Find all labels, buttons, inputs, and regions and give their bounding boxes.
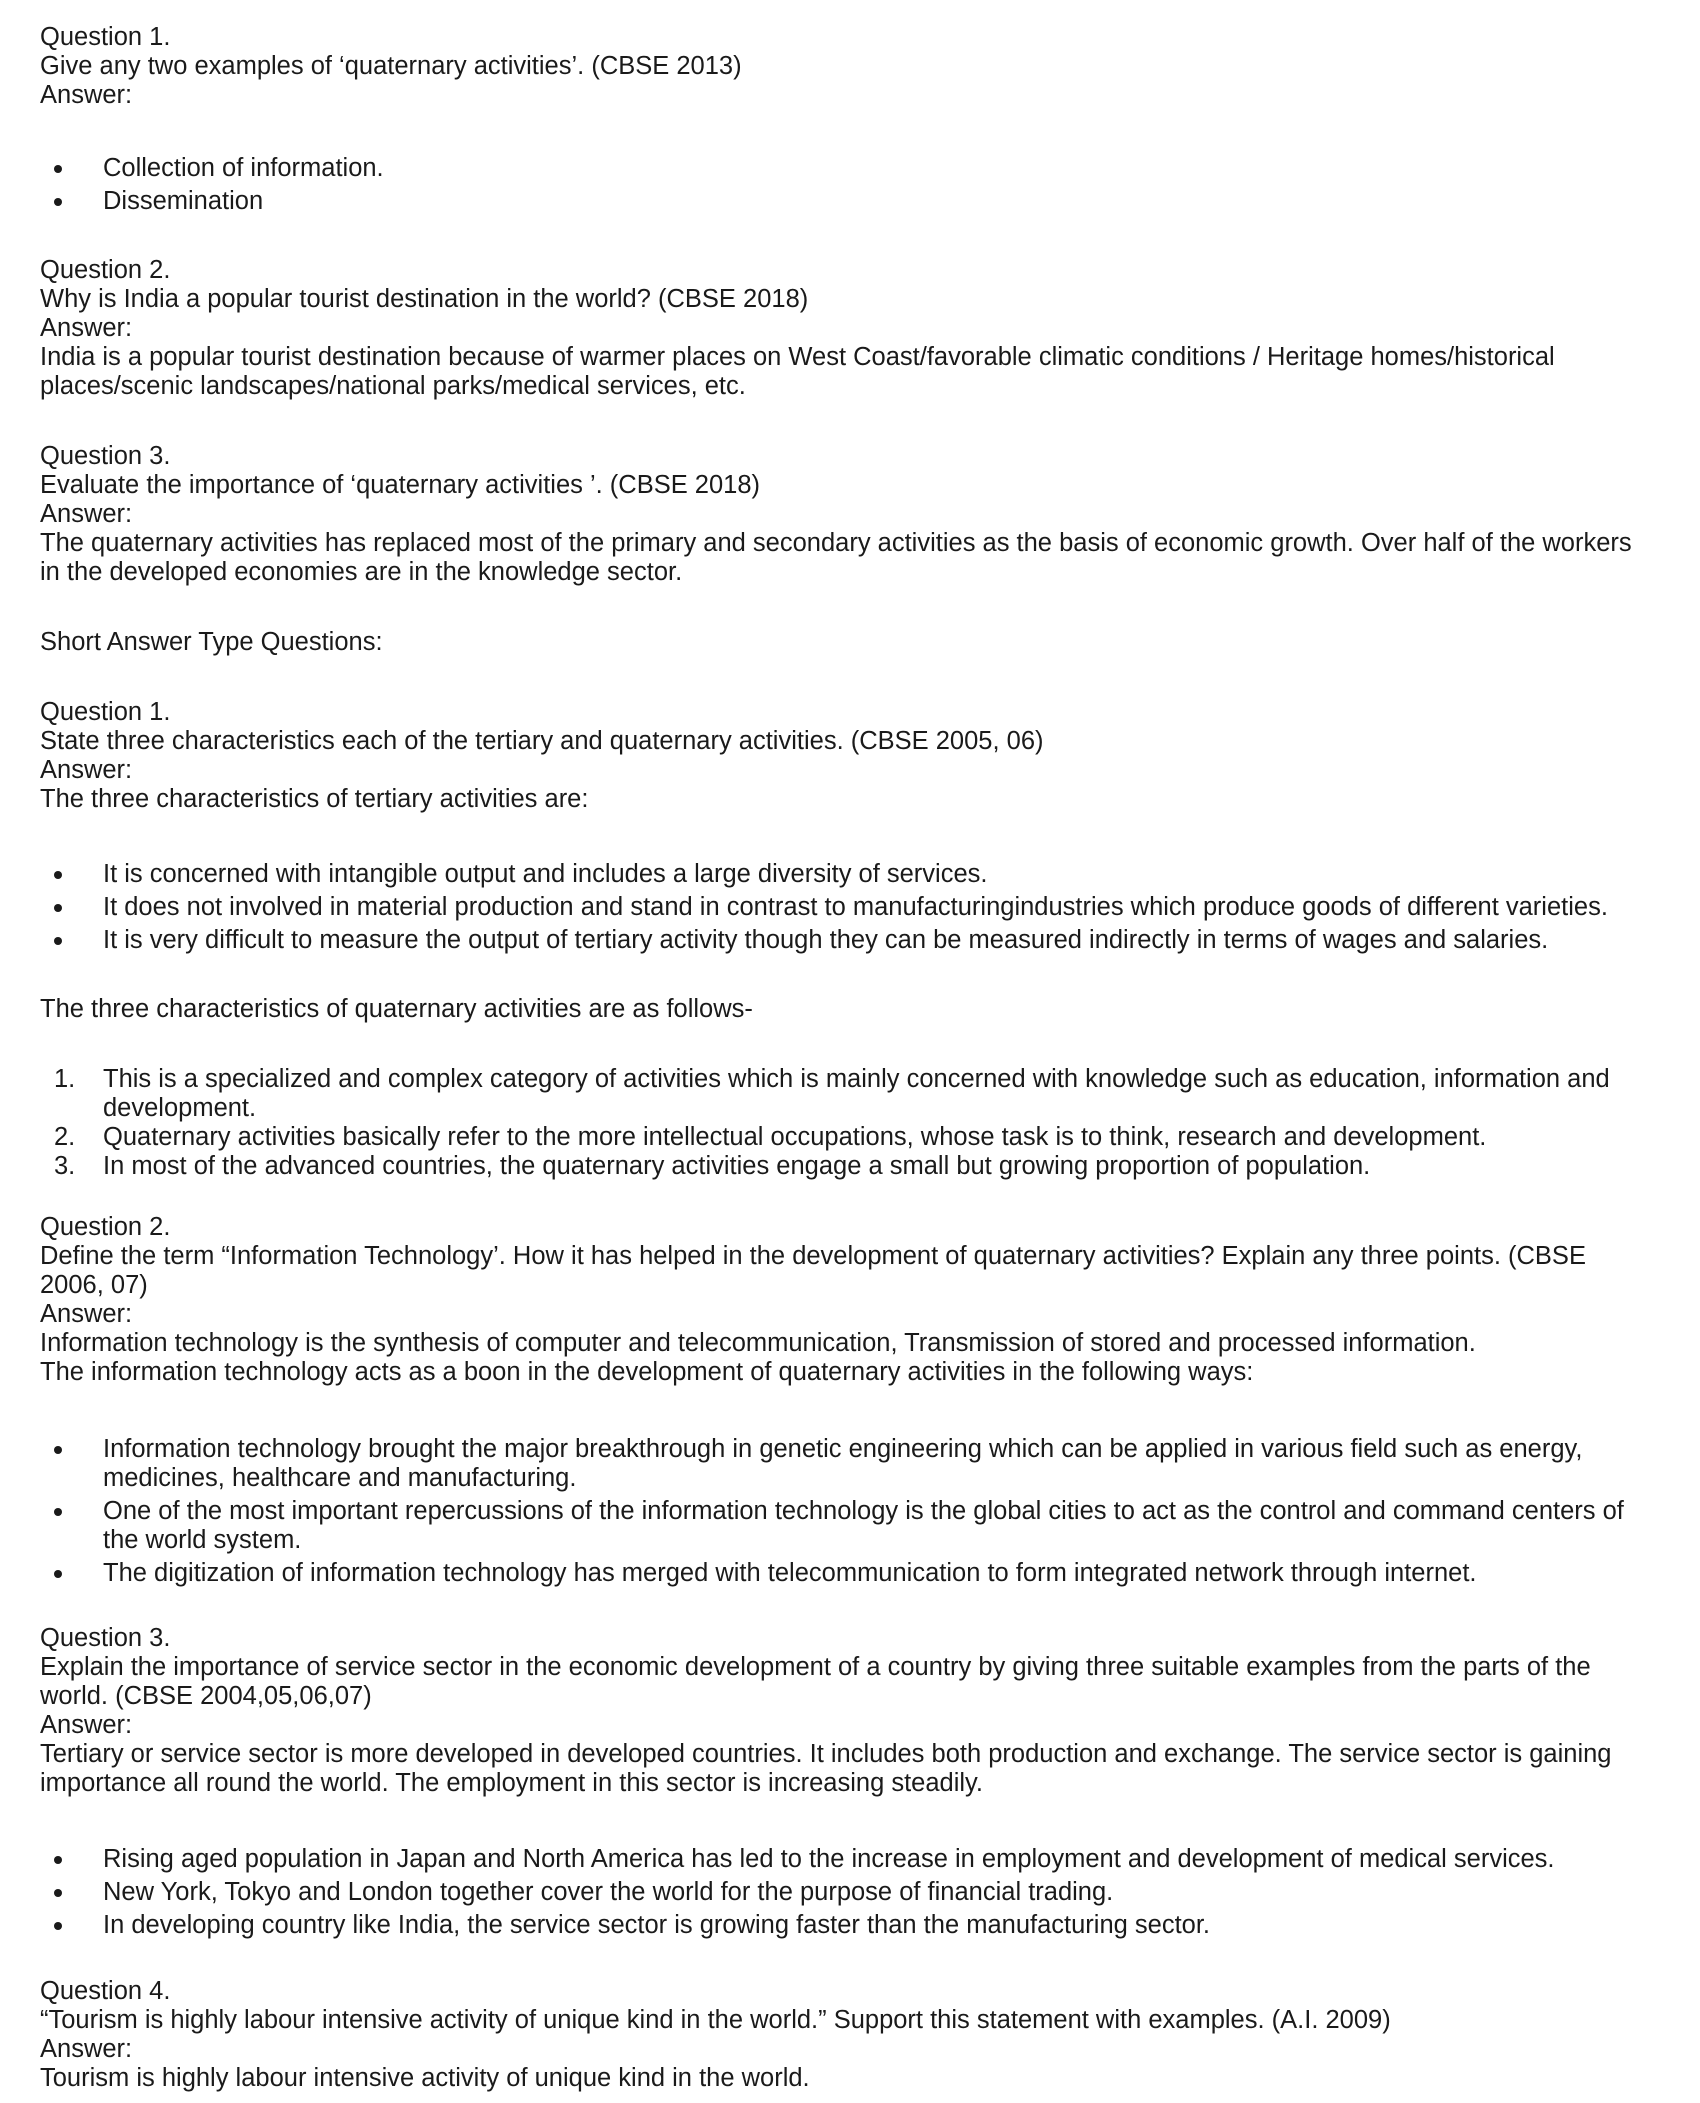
question-label: Question 1. <box>40 698 171 726</box>
answer-bullets-sq3 <box>40 1845 1640 1940</box>
question-label: Question 3. <box>40 1624 171 1652</box>
list-item: Information technology brought the major breakthrough in genetic engineering which can be applied in various field such as energy, medicines, healthcare and manufacturing. <box>40 1435 1640 1493</box>
answer-label: Answer: <box>40 1711 133 1739</box>
bullet-list <box>40 1435 1640 1588</box>
question-block-sq4 <box>40 1977 1640 2093</box>
question-block-sq1 <box>40 698 1640 814</box>
question-text: Evaluate the importance of ‘quaternary activities ’. (CBSE 2018) <box>40 471 761 499</box>
list-item: Rising aged population in Japan and North America has led to the increase in employment and development of medical services. <box>40 1845 1640 1874</box>
answer-text: Tourism is highly labour intensive activity of unique kind in the world. <box>40 2064 810 2092</box>
list-number: 3. <box>54 1152 76 1180</box>
list-item-text: In most of the advanced countries, the quaternary activities engage a small but growing proportion of population. <box>103 1152 1371 1180</box>
question-block-sq2 <box>40 1213 1640 1387</box>
list-item: One of the most important repercussions of the information technology is the global cities to act as the control and command centers of the world system. <box>40 1497 1640 1555</box>
list-item-text: Quaternary activities basically refer to the more intellectual occupations, whose task is to think, research and development. <box>103 1123 1487 1151</box>
answer-text: Information technology is the synthesis of computer and telecommunication, Transmission of stored and processed information. <box>40 1329 1476 1357</box>
question-text: Explain the importance of service sector in the economic development of a country by giving three suitable examples from the parts of the world. (CBSE 2004,05,06,07) <box>40 1653 1591 1710</box>
list-item <box>40 1123 1640 1152</box>
answer-label: Answer: <box>40 500 133 528</box>
question-text: Define the term “Information Technology’. How it has helped in the development of quaternary activities? Explain any three points. (CBSE 2006, 07) <box>40 1242 1586 1299</box>
list-item: It is very difficult to measure the output of tertiary activity though they can be measured indirectly in terms of wages and salaries. <box>40 926 1640 955</box>
answer-text: The information technology acts as a boon in the development of quaternary activities in the following ways: <box>40 1358 1254 1386</box>
bullet-list <box>40 1845 1640 1940</box>
list-item <box>40 1065 1640 1123</box>
question-label: Question 3. <box>40 442 171 470</box>
question-label: Question 1. <box>40 23 171 51</box>
answer-intro-2: The three characteristics of quaternary activities are as follows- <box>40 995 753 1023</box>
bullet-list <box>40 860 1640 955</box>
list-number: 1. <box>54 1065 76 1093</box>
list-item-text: This is a specialized and complex category of activities which is mainly concerned with knowledge such as education, information and development. <box>103 1065 1610 1122</box>
answer-bullets-sq1 <box>40 860 1640 955</box>
numbered-list <box>40 1065 1640 1181</box>
list-item: The digitization of information technology has merged with telecommunication to form integrated network through internet. <box>40 1559 1640 1588</box>
list-item: It does not involved in material production and stand in contrast to manufacturingindustries which produce goods of different varieties. <box>40 893 1640 922</box>
answer-label: Answer: <box>40 756 133 784</box>
answer-intro: The three characteristics of tertiary activities are: <box>40 785 589 813</box>
question-label: Question 4. <box>40 1977 171 2005</box>
answer-text: Tertiary or service sector is more developed in developed countries. It includes both production and exchange. The service sector is gaining importance all round the world. The employment in this sector is increasing steadily. <box>40 1740 1612 1797</box>
question-block-sq3 <box>40 1624 1640 1798</box>
answer-label: Answer: <box>40 1300 133 1328</box>
answer-numbered-sq1 <box>40 1065 1640 1181</box>
list-item: Collection of information. <box>40 154 1640 183</box>
question-block-q1 <box>40 23 1640 110</box>
answer-label: Answer: <box>40 314 133 342</box>
list-item <box>40 1152 1640 1181</box>
list-item: It is concerned with intangible output and includes a large diversity of services. <box>40 860 1640 889</box>
question-label: Question 2. <box>40 256 171 284</box>
question-block-q2 <box>40 256 1640 401</box>
question-text: Why is India a popular tourist destination in the world? (CBSE 2018) <box>40 285 809 313</box>
answer-label: Answer: <box>40 2035 133 2063</box>
list-number: 2. <box>54 1123 76 1151</box>
answer-label: Answer: <box>40 81 133 109</box>
question-text: Give any two examples of ‘quaternary activities’. (CBSE 2013) <box>40 52 742 80</box>
section-heading: Short Answer Type Questions: <box>40 628 383 656</box>
question-text: “Tourism is highly labour intensive activity of unique kind in the world.” Support this statement with examples. (A.I. 2009) <box>40 2006 1391 2034</box>
list-item: New York, Tokyo and London together cover the world for the purpose of financial trading. <box>40 1878 1640 1907</box>
answer-text: India is a popular tourist destination because of warmer places on West Coast/favorable climatic conditions / Heritage homes/historical places/scenic landscapes/national parks/medical services, etc. <box>40 343 1555 400</box>
list-item: Dissemination <box>40 187 1640 216</box>
question-block-q3 <box>40 442 1640 587</box>
bullet-list <box>40 154 1640 216</box>
answer-bullets-sq2 <box>40 1435 1640 1588</box>
question-label: Question 2. <box>40 1213 171 1241</box>
answer-bullets-q1 <box>40 154 1640 216</box>
question-text: State three characteristics each of the tertiary and quaternary activities. (CBSE 2005, 06) <box>40 727 1044 755</box>
answer-text: The quaternary activities has replaced most of the primary and secondary activities as the basis of economic growth. Over half of the workers in the developed economies are in the knowledge sector. <box>40 529 1632 586</box>
list-item: In developing country like India, the service sector is growing faster than the manufacturing sector. <box>40 1911 1640 1940</box>
